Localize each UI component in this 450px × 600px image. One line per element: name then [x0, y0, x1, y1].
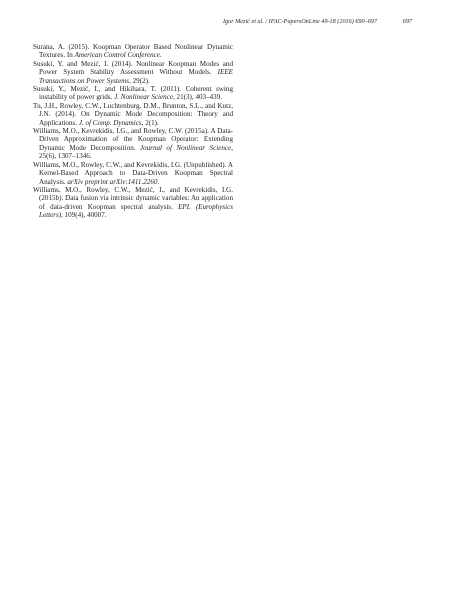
reference-venue: Journal of Nonlinear Science: [139, 143, 232, 152]
reference-text: Tu, J.H., Rowley, C.W., Luchtenburg, D.M., Brunton, S.L., and Kutz, J.N. (2014). On Dynamic Mode Decomposition: Theory and Applications.: [33, 101, 233, 127]
reference-details: , 29(2).: [129, 76, 150, 85]
reference-details: , 2(1).: [141, 118, 159, 127]
reference-venue: J. Nonlinear Science: [114, 93, 173, 102]
reference-item: [33, 85, 233, 102]
reference-text: Susuki, Y., Mezić, I., and Hikihara, T. (2011). Coherent swing instability of power grids.: [33, 85, 233, 102]
reference-venue: arXiv preprint arXiv:1411.2260: [67, 177, 158, 186]
reference-venue: J. of Comp. Dynamics: [78, 118, 142, 127]
journal-citation-header: Igor Mezić et al. / IFAC-PapersOnLine 49-18 (2016) 690–697: [222, 18, 377, 25]
reference-details: , 109(4), 40007.: [61, 211, 107, 220]
page-number: 697: [402, 18, 412, 25]
running-header: [0, 18, 450, 30]
reference-venue: IEEE Transactions on Power Systems: [39, 68, 233, 85]
reference-text: Williams, M.O., Rowley, C.W., Mezić, I., and Kevrekidis, I.G. (2015b). Data fusion via intrinsic dynamic variables: An application of data-driven Koopman spectral analysis.: [33, 185, 233, 211]
reference-list: [33, 43, 233, 220]
reference-item: [33, 161, 233, 186]
reference-item: [33, 186, 233, 220]
reference-text: Surana, A. (2015). Koopman Operator Based Nonlinear Dynamic Textures. In: [33, 43, 233, 60]
reference-item: [33, 127, 233, 161]
reference-text: Susuki, Y. and Mezić, I. (2014). Nonlinear Koopman Modes and Power System Stability Assessment Without Models.: [33, 59, 233, 77]
reference-venue: American Control Conference: [74, 51, 160, 60]
reference-details: , 21(3), 403–439.: [172, 93, 223, 102]
reference-details: .: [159, 51, 162, 60]
reference-details: .: [157, 177, 160, 186]
reference-item: [33, 43, 233, 60]
reference-venue: EPL (Europhysics Letters): [39, 202, 233, 220]
reference-item: [33, 102, 233, 127]
reference-item: [33, 60, 233, 85]
reference-text: Williams, M.O., Rowley, C.W., and Kevrekidis, I.G. (Unpublished). A Kernel-Based Approach to Data-Driven Koopman Spectral Analysis.: [33, 160, 233, 186]
reference-details: , 25(6), 1307–1346.: [39, 143, 233, 161]
reference-text: Williams, M.O., Kevrekidis, I.G., and Rowley, C.W. (2015a). A Data-Driven Approximation of the Koopman Operator: Extending Dynamic Mode Decomposition.: [33, 127, 233, 152]
